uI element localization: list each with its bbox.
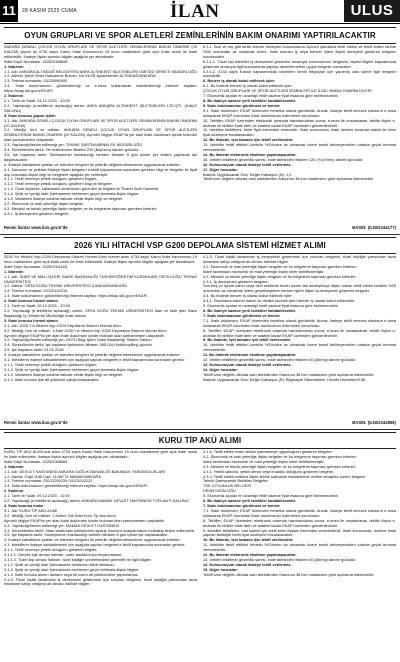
paragraph: ANKARA DEMALİ ÇOCUK OYUN GRUPLARI VE SPOR ALETLERİ ZEMİNLERİNİN BAKIM ONARIMI (20 KALEM) yapım işi 4734 sayılı Kamu İhale Kanununun 19 uncu maddesine göre açık ihale usulü ile ihale edilecektir. İhaleye ilişkin ayrıntılı bilgiler aşağıda yer almaktadır: — [4, 45, 197, 59]
paragraph: 11. İstekliler tekliflerini, birim fiyat üzerinden verecektir. İhale sonucunda, ihale üzerine bırakılan istekli ile birim fiyat sözleşme imzalanacaktır. — [203, 127, 396, 138]
notice-divider — [0, 234, 400, 235]
paragraph: İhale Kayıt Numarası: 2025/2068698 — [4, 58, 68, 64]
paragraph: 14. Bu ihalede elektronik eksiltme yapılmayacaktır. — [203, 151, 297, 157]
paragraph: İdare tarafından ekonomik ve mali yeterliğe ilişkin kriter belirtilmemiştir. — [203, 458, 325, 464]
paragraph: 1.3. Telefon numarası: 03122102315 — [4, 288, 68, 294]
paragraph: 3.1. Adı: KURU TİP AKÜ ALIMI — [4, 507, 58, 513]
paragraph: Ayrıntılı bilgiye EKAP'ta yer alan ihale dokümanı içinde bulunan idari şartnameden ulaşılabilir. — [4, 332, 165, 338]
paragraph: 3.1. Adı: 2026 Yılı Hitachi Vsp G200 Depolama Sistemi Hizmet Alımı — [4, 322, 122, 328]
paragraph: 7.1. İhale dokümanı, EKAP üzerinden bedelsiz olarak görülebilir. Ancak, ihaleye teklif verecek olanların e-imza kullanarak EKAP üzerinden ihale dokümanını indirmeleri zorunludur. — [203, 507, 396, 518]
paragraph: 1.2. Adresi: Şehit Ömer Halisdemir Bulvarı, No:14/2R Aydınlıkevler ALTINDAĞ/ANKARA — [4, 73, 156, 79]
footer-reference-code: BASIN: (ILN02344177) — [352, 225, 396, 230]
paragraph: İhalede Uygulanacak Sınır Değer Katsayısı (R): Bilgisayar Sistemlerine Yönelik Hizmetler/0,86 — [203, 376, 366, 382]
paragraph: 4.1.3. Tüzel kişilerde, sistemdeki sicilerinden görenleri ile bilgileri ile Ticaret Sicili Gazetesi — [4, 186, 159, 192]
paragraph: 1.2. Adresi: Orgil 1105 Cad. 11/36774 MAMAK/ANKARA — [4, 473, 101, 479]
paragraph: 2.1. Tarih ve Saati: 09.12.2025 - 11:00 — [4, 493, 70, 499]
paragraph: 7.1. İhale dokümanı, EKAP üzerinden bedelsiz olarak görülebilir. Ancak, ihaleye teklif verecek olanların e-imza kullanarak EKAP üzerinden ihale dokümanını indirmeleri zorunludur. — [203, 317, 396, 328]
paragraph: 13. Konsorsiyum olarak ihaleye teklif verilemez. — [203, 361, 292, 367]
paragraph: 3.2. Niteliği, türü ve miktarı: 1 Adet 2026 Yılı Hitachi Vsp G200 Depolama Sistemi Hizmet Alımı — [4, 327, 167, 333]
notice-right-column — [203, 255, 396, 418]
paragraph: 4. İhaleye katılabilme şartları ve istenilen belgeler ile yeterlik değerlendirmesinde uygulanacak kriterler: — [4, 537, 181, 543]
paragraph: 3. İhale konusu yapım işinin — [4, 112, 56, 118]
paragraph: 3.3. Yapılacağı/teslim edileceği yer: ODTÜ Bilgi İşlem Daire Başkanlığı Sistem Salonu — [4, 337, 152, 343]
paragraph: 6. Bu ihaleye sadece yerli istekliler katılabilecektir. — [203, 307, 296, 313]
paragraph: 4.1.1. Teklif vermeye yetkili olduğunu gösteren bilgiler; — [4, 176, 98, 182]
paragraph: 4.3.2. Teklif edilen mallara ilişkin teknik şartname maddelerine verilen cevapları içeren belgeler. — [203, 473, 367, 479]
paragraph: 4.3.1. Yetkili satıcılık, yetkili servis veya imalatçı olduğunu gösteren belgeler. — [203, 468, 335, 474]
paragraph: 8. Teklifler, EKAP üzerinden elektronik ortamda hazırlandıktan sonra, e-imza ile imzalanarak, teklife ilişkin e-anahtar ile birlikte ihale tarih ve saatine kadar EKAP üzerinden gönderilecektir. — [203, 517, 396, 528]
paragraph: 1. İdarenin — [4, 63, 24, 69]
paragraph: 3.5. İşe başlama tarihi: Sözleşmenin imzalandığı tarihten itibaren 5 gün içinde işe başlanacaktır. — [4, 532, 169, 538]
paragraph: 6. Benzer iş olarak kabul edilecek işler: — [203, 78, 276, 84]
paragraph: 3.4. Süresi/teslim tarihi: Yer tesliminden itibaren 210 (ikiyüzon) takvim günüdür. — [4, 147, 140, 153]
paragraph: İhalede Uygulanacak Sınır Değer Katsayısı (N): 1,2 — [203, 171, 292, 177]
paragraph: 4.3. Mesleki ve teknik yeterliğe ilişkin belgeler ve bu belgelerin taşıması gereken kriterler: — [203, 463, 357, 469]
paragraph: 2. İhale konusu hizmet alımın — [4, 298, 58, 304]
paragraph: 4.3.1. İş deneyimini gösteren belgeler — [4, 210, 69, 216]
page-header — [0, 0, 400, 24]
page-number: 11 — [0, 0, 18, 22]
notice-footer — [4, 419, 396, 427]
paragraph: Teklif sınır değerin altında olan isteklilerden Kanunun 38 inci maddesine göre açıklama istenecektir. — [203, 176, 374, 182]
paragraph: 12. Bu ihalede elektronik eksiltme yapılmayacaktır. — [203, 552, 297, 558]
paragraph: 3. İhale konusu hizmet alımın — [4, 317, 58, 323]
paragraph: 17. Diğer hususlar: — [203, 166, 239, 172]
paragraph: 1.2. Adresi: ORTA DOĞU TEKNİK ÜNİVERSİTESİ ÇANKAYA/ANKARA — [4, 283, 127, 289]
paragraph: KURU TİP AKÜ ALIMI mal alımı 4734 sayılı Kamu İhale Kanununun 19 uncu maddesine göre açık ihale usulü ile ihale edilecektir. İhaleye ilişkin ayrıntılı bilgiler aşağıda yer almaktadır: — [4, 450, 197, 459]
paragraph: 4.1. İsteklilerin ihaleye katılabilmeleri için aşağıda sayılan belgeleri e-teklif kapsamında sunmaları gerekir: — [4, 542, 186, 548]
paragraph: 2. İhalenin — [4, 488, 24, 494]
paragraph: 15. Diğer hususlar: — [203, 566, 239, 572]
notice-divider — [0, 429, 400, 430]
paragraph: 10. İstekliler teklif ettikleri bedelin %3'ünden az olmamak üzere kendi belirleyecekleri tutarda geçici teminat vereceklerdir. — [203, 342, 396, 353]
paragraph: 10. Bu ihalede, işin tamamı için teklif verilecektir. — [203, 537, 294, 543]
paragraph: 3.3. Yapılacağı/teslim edileceği yer: MAMAK DEVLET HASTANESİ — [4, 522, 120, 528]
paragraph: 4.2. Ekonomik ve mali yeterliğe ilişkin belgeler ve bu belgelerin taşıması gereken kriterler: — [203, 453, 357, 459]
paragraph: İdare tarafından ekonomik ve mali yeterliğe ilişkin kriter belirtilmemiştir. — [203, 268, 325, 274]
paragraph: 8. Teklifler, EKAP üzerinden elektronik ortamda hazırlandıktan sonra, e-imza ile imzalanarak, teklife ilişkin e-anahtar ile birlikte ihale tarih ve saatine kadar EKAP üzerinden gönderilecektir. — [203, 327, 396, 338]
paragraph: 12. Verilen tekliflerin geçerlilik süresi, ihale tarihinden itibaren 60 (Altmış) takvim günüdür. — [203, 357, 357, 363]
paragraph: İhale Kayıt Numarası: 2025/2068584 — [4, 458, 68, 464]
paragraph: 13. Verilen tekliflerin geçerlilik süresi, ihale tarihinden itibaren 60 (Altmış) takvim günüdür. — [203, 556, 357, 562]
notice-title: OYUN GRUPLARI VE SPOR ALETLERİ ZEMİNLERİNİN BAKIM ONARIMI YAPTIRILACAKTIR — [4, 27, 396, 44]
notice-left-column — [4, 255, 197, 418]
paragraph: 4.1.2. Şekli ve içeriği İdari Şartnamede belirlenen geçici teminata ilişkin bilgiler. — [4, 366, 140, 372]
paragraph: 4.1.1.2. Tüzel kişi olması halinde, tüzel kişiliğin yönetimindeki görevliler ile ilgili bilgiler. — [4, 556, 152, 562]
paragraph: 4.1. Kanunun ve yetkisiz ihaleye ilişkin belgeleri e-teklif kapsamında sunmaları gereken bilgi ve belgeler ile fiyat dışı unsurlara ilişkin bilgi ve belgelere aşağıda yer verilmiştir: — [4, 166, 197, 177]
notice-left-column — [4, 450, 197, 662]
paragraph: 16. Konsorsiyum olarak ihaleye teklif verilemez. — [203, 161, 292, 167]
paragraph: 1.1. Adı: ANKARA ALTINDAĞ BELEDİYESİ ANFA ALTINKENT İŞLETMELERİ LİMİTED ŞİRKETİ MÜDÜRLÜĞÜ — [4, 68, 197, 74]
paragraph: 15. Verilen tekliflerin geçerlilik süresi, ihale tarihinden itibaren 120 (YüzYirmi) takvim günüdür. — [203, 156, 364, 162]
paragraph: 7. İhale dokümanının görülmesi ve temini: — [203, 312, 281, 318]
paragraph: 4.1.2. Teklif vermeye yetkili olduğunu gösteren bilgi ve belgeler; — [4, 181, 113, 187]
paragraph: 6.1. Bu ihalede benzer iş olarak kabul edilecek işler: — [203, 83, 293, 89]
notice-battery-purchase — [4, 432, 396, 662]
paragraph: 3.2. Niteliği, türü ve miktarı: 1 Kalem 240 Adet Kuru Tip Akü Alımı — [4, 512, 116, 518]
paragraph: 4.1.1. Teklif vermeye yetkili olduğunu gösteren bilgiler; — [4, 547, 98, 553]
paragraph: 4.3.1.2. 4734 sayılı Kanun kapsamındaki idarelerin kendi ihtiyaçları için yapılmış olan işlerle ilgili belgeler sunulabilir. — [203, 68, 396, 79]
paragraph: 3.4. Süresi/teslim tarihi: İdare tarafından yüklenicinin sipariş formunu onaylatmasını müteakip teslim edilecektir. — [4, 527, 195, 533]
paragraph: 8. Bu ihaleye sadece yerli istekliler katılabilecektir. — [203, 97, 296, 103]
notice-right-column — [203, 450, 396, 662]
paragraph: 4.1.4. İhale konusu işte alt yüklenici çalıştırılmayacaktır. — [4, 376, 100, 382]
paragraph: 4.1.1.1. Gerçek kişi olması halinde, noter tasdikli imza beyannamesi; — [4, 552, 123, 558]
paragraph: 3. İhale konusu malın — [4, 502, 44, 508]
paragraph: 14. Diğer hususlar: — [203, 366, 239, 372]
paragraph: 4.1.1. Teklif vermeye yetkili olduğunu gösteren bilgiler; — [4, 361, 98, 367]
paragraph: 4.1. İsteklilerin ihaleye katılabilmeleri için aşağıda sayılan belgeleri e-teklif kapsamında sunmaları gerekir: — [4, 357, 186, 363]
paragraph: 6. Bu ihaleye sadece yerli istekliler katılabilecektir. — [203, 498, 296, 504]
paragraph: Teknik Şartnamede Belirtilen Belgeler: — [203, 478, 269, 484]
paragraph: Ayrıntılı bilgiye EKAP'ta yer alan ihale dokümanı içinde bulunan idari şartnameden ulaşılabilir. — [4, 517, 165, 523]
paragraph: 4.3. Mesleki ve teknik yeterliğe ilişkin belgeler ve bu belgelerin taşıması gereken kriterler: — [203, 273, 357, 279]
paragraph: 13. İstekliler teklif ettikleri bedelin %3'ünden az olmamak üzere kendi belirleyecekleri tutarda geçici teminat vereceklerdir. — [203, 142, 396, 153]
paragraph: 7. İhale dokümanının görülmesi ve temini: — [203, 502, 281, 508]
paragraph: 12. Bu ihalede, işin tamamı için teklif verilecektir. — [203, 137, 294, 143]
paragraph: 4.3. Mesleki ve teknik yeterliğe ilişkin belgeler ve bu belgelerin taşıması gereken kriterler: — [4, 205, 158, 211]
paragraph: 11. İstekliler teklif ettikleri bedelin %3'ünden az olmamak üzere kendi belirleyecekleri tutarda geçici teminat vereceklerdir. — [203, 542, 396, 553]
paragraph: 9. İhale dokümanının görülmesi ve temini: — [203, 102, 281, 108]
paragraph: 4.2. Ekonomik ve mali yeterliğe ilişkin belgeler ve bu belgelerin taşıması gereken kriterler: — [203, 263, 357, 269]
paragraph: 4. İhaleye katılabilme şartları ve istenilen belgeler ile yeterlik değerlendirmesinde uygulanacak kriterler: — [4, 161, 181, 167]
paragraph: 2. İhalenin — [4, 93, 24, 99]
paragraph: Teklifi sınır değerin altında olan isteklilerden Kanunun 38 inci maddesine göre açıklama istenecektir. — [203, 371, 375, 377]
paragraph: 14. Konsorsiyum olarak ihaleye teklif verilemez. — [203, 561, 292, 567]
paragraph: 4.1.5. Tüzel kişilik tarafından iş deneyimini göstermek için sunulan belgenin, tüzel kişiliğin yarısından fazla hissesine sahip ortağına ait olması halinde bilgiler. — [4, 576, 197, 587]
header-rule — [0, 23, 400, 24]
paragraph: 4.3.1. İş deneyimini gösteren belgeler: — [203, 278, 269, 284]
paragraph: 1. İdarenin — [4, 268, 24, 274]
paragraph: 9.1. İhale dokümanı, EKAP üzerinden bedelsiz olarak görülebilir. Ancak, ihaleye teklif verecek olanların e-imza kullanarak EKAP üzerinden ihale dokümanını indirmeleri zorunludur. — [203, 107, 396, 118]
paragraph: 5. Ekonomik açıdan en avantajlı teklif sadece fiyat esasına göre belirlenecektir. — [203, 303, 339, 309]
section-title: İLAN — [170, 1, 220, 22]
paragraph: 4.4. Bu ihalede benzer iş olarak kabul edilecek işler: — [203, 293, 293, 299]
paragraph: Teklifi sınır değerin altında olan isteklilerden Kanunun 38 inci maddesine göre açıklama istenecektir. — [203, 571, 375, 577]
paragraph: 4.1.2. Şekli ve içeriği İdari Şartnamede belirlenen teklif mektubu. — [4, 561, 115, 567]
issue-date: 28 KASIM 2025 CUMA — [22, 8, 77, 14]
paragraph: 4.1.6. Teklif edilen malın teknik şartnameye uygunluğunu gösteren belgeler. — [203, 450, 333, 454]
paragraph: 4.2. Ekonomik ve mali yeterliğe ilişkin belgeler — [4, 201, 84, 206]
paragraph: Son beş yıl içinde kamu veya özel sektörde bedel içeren tek sözleşmeye ilişkin olarak teklif edilen bedelin %25 oranından az olmamak üzere gerçekleştirilen benzer işlere ilişkin iş deneyimini gösteren belgeler. — [203, 283, 396, 294]
paragraph: 2.1. Tarih ve Saati: 09.12.2025 - 10:00 — [4, 303, 70, 309]
paragraph: 1.3. Telefon numarası: 03123200229-03123202222 — [4, 478, 93, 484]
paragraph: 2026 Yılı Hitachi Vsp G200 Depolama Sistemi Hizmet Alımı hizmet alımı 4734 sayılı Kamu İhale Kanununun 19 uncu maddesine göre açık ihale usulü ile ihale edilecektir. İhaleye ilişkin ayrıntılı bilgiler aşağıda yer almaktadır: — [4, 255, 197, 264]
paragraph: 1.4. İhale dokümanının görülebileceği ve e-imza kullanılarak indirilebileceği internet sayfası: https://ekap.kik.gov.tr/EKAP/ — [4, 83, 197, 94]
paragraph: 1. İdarenin — [4, 463, 24, 469]
paragraph: 4. İhaleye katılabilme şartları ve istenilen belgeler ile yeterlik değerlendirmesinde uygulanacak kriterler: — [4, 352, 181, 358]
footer-reference-code: BASIN: (ILN02344858) — [352, 420, 396, 425]
paragraph: 10. Teklifler, EKAP üzerinden elektronik ortamda hazırlandıktan sonra, e-imza ile imzalanarak, teklife ilişkin e-anahtar ile birlikte ihale tarih ve saatine kadar EKAP üzerinden gönderilecektir. — [203, 117, 396, 128]
paragraph: 3.3. Yapılacağı/teslim edileceği yer: TEKNİK ŞARTNAMENİN EK-MÜDÜRLÜĞÜ — [4, 142, 143, 148]
paragraph: 4.1.4. İhale konusu alımın tamamı veya bir kısmı alt yüklenicilere yaptırılamaz. — [4, 571, 139, 577]
notice-storage-service — [4, 237, 396, 427]
notice-title: KURU TİP AKÜ ALIMI — [4, 432, 396, 449]
notice-footer — [4, 224, 396, 232]
notice-right-column — [203, 45, 396, 223]
paragraph: 2.2. Yapılacağı (e-tekliflerin açılacağı) adres: ANFA ANKARA ALTINKENT İŞLETMELERİ LTD.ŞTİ. (İHALE SALONU) — [4, 102, 197, 113]
paragraph: 9. İstekliler tekliflerini, mal kalemi için teklif birim fiyatlar üzerinden vereceklerdir. İhale sonucunda, üzerine ihale yapılan istekliyle birim fiyat sözleşme imzalanacaktır. — [203, 527, 396, 538]
newspaper-logo: ULUS — [344, 0, 400, 22]
paragraph: 1.3. Telefon numarası: 03125890000 — [4, 78, 68, 84]
paragraph: 4.4.1. Depolama sistemi bakım ve destek hizmeti işleri benzer iş olarak kabul edilecektir. — [203, 298, 356, 304]
paragraph: 2.2. Yapılacağı (e-tekliflerin açılacağı) adres: ORTA DOĞU TEKNİK ÜNİVERSİTESİ İdari ve Mali İşler Daire Başkanlığı İş Geliştirme Müdürlüğü ihale salonu — [4, 307, 197, 318]
notice-left-column — [4, 45, 197, 223]
paragraph: ÜRÜN KATALOĞU — [203, 488, 236, 494]
paragraph: 3.1. Adı: ANKARA GENELİ ÇOCUK OYUN GRUPLARI VE SPOR ALETLERİ ZEMİNLERİNİN BAKIM ONARIMI (20 KALEM) — [4, 117, 197, 128]
paragraph: 6.3.1. Bon ve ray gibi tarife ödeme deneyimi bulunmasına üçüncü şahıslara teklif edilen ve teklif edilen tarihte %30 oranından az olmamak üzere, ihale konusu iş veya benzer işlere ilişkin deneyimi gösteren belgeler sunulacaktır. — [203, 45, 396, 59]
paragraph: 6.3.1.1. Tüzel kişi istekliler iş deneyimini gösterme amacıyla kurucularının belgesini, kişisel bilgiler kapsamında gösterme amacıyla ilgili kurulurlarda yapılan düzenlemelere uygun belgeler sunacaktır. — [203, 58, 396, 69]
paragraph: 4.1.3. Vekaleten ihaleye katılma halinde vekile ilişkin bilgi ve belgeler. — [4, 371, 124, 377]
paragraph: 3.2. Niteliği, türü ve miktarı: ANKARA GENELİ ÇOCUK OYUN GRUPLARI VE SPOR ALETLERİ ZEMİNLERİNİN BAKIM ONARIMI (20 KALEM). Ayrıntılı bilgiye EKAP'ta yer alan ihale dokümanı içinde bulunan idari şartnameden ulaşılabilir. — [4, 127, 197, 143]
paragraph: 7. Ekonomik açıdan en avantajlı teklif sadece fiyat esasına göre belirlenecektir. — [203, 93, 339, 99]
paragraph: ÇOCUK OYUN GRUPLARI VE SPOR ALETLERİ ZEMİNLERİ İLE İLGİLİ BAKIM ONARIM İŞLERİ — [203, 88, 372, 94]
paragraph: 9. Bu ihalede, işin tamamı için teklif verilecektir. — [203, 337, 292, 343]
paragraph: 3.5. İşe başlama tarihi: Sözleşmenin imzalandığı tarihten itibaren 5 gün içinde yer teslimi yapılarak işe başlanacaktır. — [4, 151, 197, 162]
paragraph: 2.1. Tarih ve Saati: 24.12.2025 - 10:00 — [4, 97, 70, 103]
paragraph: 4.1.4. Şekli ve içeriği İdari Şartnamede belirlenen geçici teminata ilişkin bilgiler. — [4, 191, 140, 197]
paragraph: 1.1. Adı: DEVLET HASTANESİ ANKARA SAĞLIK BAKANLIĞI BAKANLIK YARDIMCILIKLARI — [4, 468, 166, 474]
notice-playground-repair — [4, 27, 396, 232]
paragraph: 4.1.3. Şekli ve içeriği İdari Şartnamede belirlenen geçici teminata ilişkin bilgiler. — [4, 566, 140, 572]
paragraph: 4.1.5. Tüzel kişilik tarafından iş deneyimini göstermek için sunulan belgenin, tüzel kişiliğin yarısından fazla hissesine sahip ortağına ait olması halinde bilgiler. — [203, 255, 396, 264]
paragraph: 3.4. Süresi/teslim tarihi: İşe başlama tarihinden itibaren 365 (ÜçYüzAltmışBeş) gündür. — [4, 342, 153, 348]
paragraph: 11. Bu ihalede elektronik eksiltme yapılmayacaktır. — [203, 352, 297, 358]
paragraph: 4.1.5. Vekaleten ihaleye katılma halinde vekile ilişkin bilgi ve belgeler. — [4, 196, 124, 202]
paragraph: 3.5. İşe başlama tarihi: 01.01.2026 — [4, 347, 64, 353]
paragraph: 1.1. Adı: İDARİ VE MALİ İŞLERİ DAİRE BAŞKANLIĞI YÜKSEKÖĞRETİM KURUMLARI ORTA DOĞU TEKNİK ÜNİVERSİTESİ — [4, 273, 197, 284]
paragraph: 1.4. İhale dokümanının görülebileceği internet sayfası: https://ekap.kik.gov.tr/EKAP/ — [4, 483, 148, 489]
footer-website-note: Resmi ilanlar www.ilan.gov.tr'de — [4, 420, 68, 425]
paragraph: 2.2. Yapılacağı (e-tekliflerin açılacağı) adres: ANKARA MAMAK DEVLET HASTANESİ TOPLANTI SALONU — [4, 498, 189, 504]
paragraph: 1.4. İhale dokümanının görülebileceği internet sayfası: https://ekap.kik.gov.tr/EKAP/ — [4, 293, 148, 299]
notice-title: 2026 YILI HİTACHİ VSP G200 DEPOLAMA SİSTEMİ HİZMET ALIMI — [4, 237, 396, 254]
paragraph: 5. Ekonomik açıdan en avantajlı teklif sadece fiyat esasına göre belirlenecektir. — [203, 493, 339, 499]
paragraph: İhale Kayıt Numarası: 2025/2001163 — [4, 263, 68, 269]
paragraph: TSE UYGUNLUK BELGESİ — [203, 483, 251, 489]
footer-website-note: Resmi ilanlar www.ilan.gov.tr'de — [4, 225, 68, 230]
